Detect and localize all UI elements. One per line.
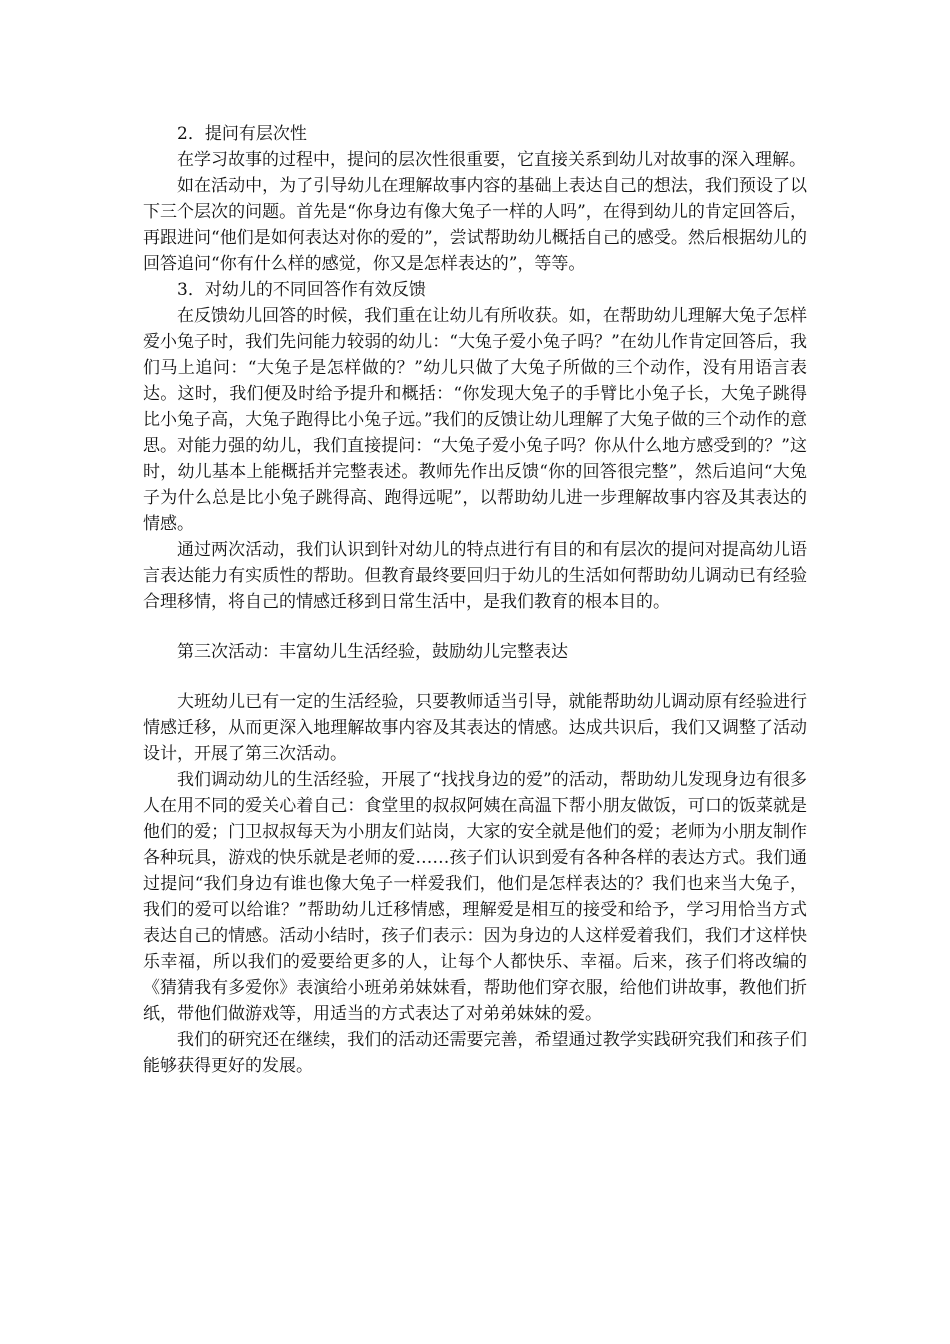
section-heading-feedback: 3．对幼儿的不同回答作有效反馈 — [177, 280, 426, 300]
paragraph: 在反馈幼儿回答的时候，我们重在让幼儿有所收获。如，在帮助幼儿理解大兔子怎样爱小兔子时，我们先问能力较弱的幼儿：“大兔子爱小兔子吗？”在幼儿作肯定回答后，我们马上追问：“大兔子是怎样做的？”幼儿只做了大兔子所做的三个动作，没有用语言表达。这时，我们便及时给予提升和概括：“你发现大兔子的手臂比小兔子长，大兔子跳得比小兔子高，大兔子跑得比小兔子远。”我们的反馈让幼儿理解了大兔子做的三个动作的意思。对能力强的幼儿，我们直接提问：“大兔子爱小兔子吗？你从什么地方感受到的？”这时，幼儿基本上能概括并完整表述。教师先作出反馈“你的回答很完整”，然后追问“大兔子为什么总是比小兔子跳得高、跑得远呢”，以帮助幼儿进一步理解故事内容及其表达的情感。 — [143, 306, 807, 534]
spacer — [143, 615, 807, 639]
section-heading-third-activity: 第三次活动：丰富幼儿生活经验，鼓励幼儿完整表达 — [177, 642, 568, 662]
paragraph: 如在活动中，为了引导幼儿在理解故事内容的基础上表达自己的想法，我们预设了以下三个层次的问题。首先是“你身边有像大兔子一样的人吗”，在得到幼儿的肯定回答后，再跟进问“他们是如何表达对你的爱的”，尝试帮助幼儿概括自己的感受。然后根据幼儿的回答追问“你有什么样的感觉，你又是怎样表达的”，等等。 — [143, 176, 807, 274]
section-heading-questioning-levels: 2．提问有层次性 — [177, 124, 307, 144]
document-body — [143, 121, 807, 1079]
paragraph: 通过两次活动，我们认识到针对幼儿的特点进行有目的和有层次的提问对提高幼儿语言表达能力有实质性的帮助。但教育最终要回归于幼儿的生活如何帮助幼儿调动已有经验合理移情，将自己的情感迁移到日常生活中，是我们教育的根本目的。 — [143, 540, 807, 612]
spacer — [143, 665, 807, 689]
paragraph: 我们的研究还在继续，我们的活动还需要完善，希望通过教学实践研究我们和孩子们能够获得更好的发展。 — [143, 1030, 807, 1076]
paragraph: 我们调动幼儿的生活经验，开展了“找找身边的爱”的活动，帮助幼儿发现身边有很多人在用不同的爱关心着自己：食堂里的叔叔阿姨在高温下帮小朋友做饭，可口的饭菜就是他们的爱；门卫叔叔每天为小朋友们站岗，大家的安全就是他们的爱；老师为小朋友制作各种玩具，游戏的快乐就是老师的爱……孩子们认识到爱有各种各样的表达方式。我们通过提问“我们身边有谁也像大兔子一样爱我们，他们是怎样表达的？我们也来当大兔子，我们的爱可以给谁？”帮助幼儿迁移情感，理解爱是相互的接受和给予，学习用恰当方式表达自己的情感。活动小结时，孩子们表示：因为身边的人这样爱着我们，我们才这样快乐幸福，所以我们的爱要给更多的人，让每个人都快乐、幸福。后来，孩子们将改编的《猜猜我有多爱你》表演给小班弟弟妹妹看，帮助他们穿衣服，给他们讲故事，教他们折纸，带他们做游戏等，用适当的方式表达了对弟弟妹妹的爱。 — [143, 770, 807, 1024]
paragraph: 大班幼儿已有一定的生活经验，只要教师适当引导，就能帮助幼儿调动原有经验进行情感迁移，从而更深入地理解故事内容及其表达的情感。达成共识后，我们又调整了活动设计，开展了第三次活动。 — [143, 692, 807, 764]
paragraph: 在学习故事的过程中，提问的层次性很重要，它直接关系到幼儿对故事的深入理解。 — [177, 150, 806, 170]
